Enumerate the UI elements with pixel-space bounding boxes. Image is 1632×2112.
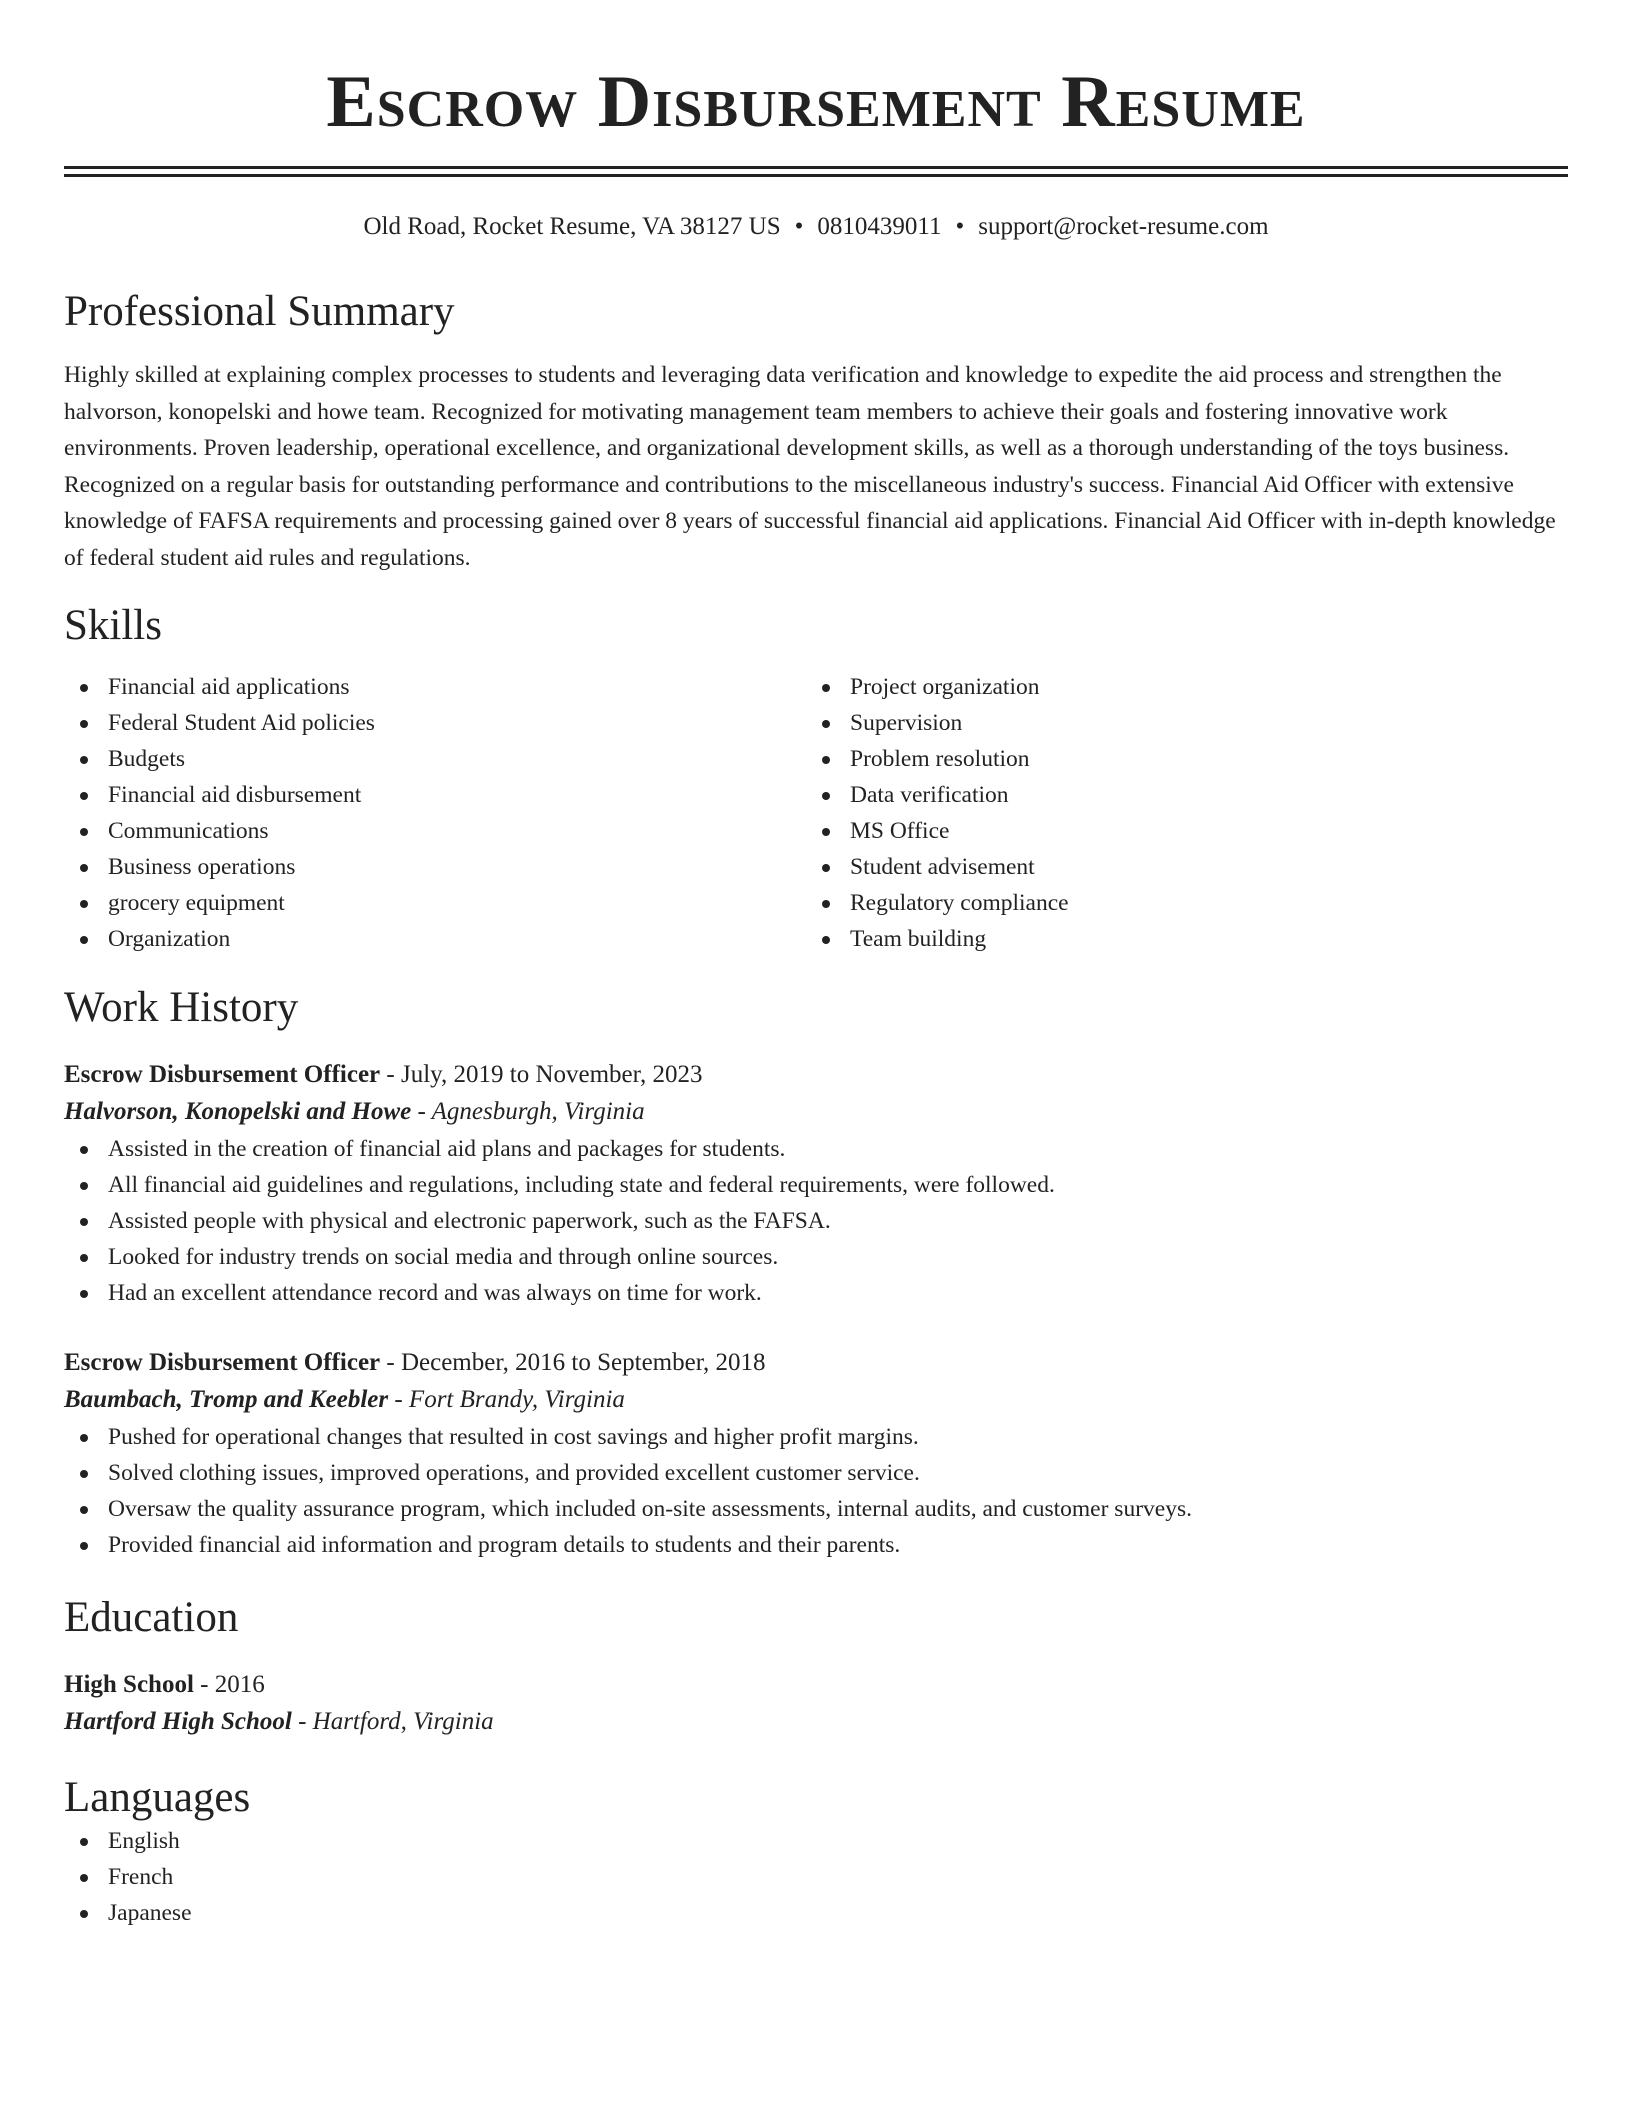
job-title-line: [64, 1345, 1568, 1381]
job-duty-item: Assisted people with physical and electronic paperwork, such as the FAFSA.: [64, 1203, 1568, 1239]
skill-item: Regulatory compliance: [806, 885, 1548, 921]
language-item: French: [64, 1859, 1568, 1895]
skills-list-left: [64, 669, 806, 957]
skill-item: Federal Student Aid policies: [64, 705, 806, 741]
job-duty-item: Solved clothing issues, improved operations, and provided excellent customer service.: [64, 1455, 1568, 1491]
education-school-line: [64, 1703, 1568, 1741]
job-company-line: [64, 1381, 1568, 1419]
languages-heading: Languages: [64, 1774, 251, 1821]
job-location: - Agnesburgh, Virginia: [411, 1098, 645, 1125]
languages-list: [64, 1823, 1568, 1931]
education-heading: Education: [64, 1594, 239, 1641]
job-duties-list: [64, 1131, 1568, 1311]
skills-column-left: [64, 669, 806, 957]
job-duty-item: Assisted in the creation of financial aid plans and packages for students.: [64, 1131, 1568, 1167]
skill-item: Business operations: [64, 849, 806, 885]
skill-item: Organization: [64, 921, 806, 957]
job-company-line: [64, 1093, 1568, 1131]
job-duty-item: Had an excellent attendance record and was always on time for work.: [64, 1275, 1568, 1311]
language-item: Japanese: [64, 1895, 1568, 1931]
skills-list-right: [806, 669, 1548, 957]
skill-item: Team building: [806, 921, 1548, 957]
skill-item: MS Office: [806, 813, 1548, 849]
job-entry: [64, 1345, 1568, 1563]
job-duty-item: Provided financial aid information and program details to students and their parents.: [64, 1527, 1568, 1563]
contact-separator: •: [955, 213, 965, 240]
job-duties-list: [64, 1419, 1568, 1563]
skill-item: Project organization: [806, 669, 1548, 705]
job-role: Escrow Disbursement Officer: [64, 1349, 381, 1376]
education-degree: High School: [64, 1671, 194, 1698]
skill-item: Communications: [64, 813, 806, 849]
skill-item: Student advisement: [806, 849, 1548, 885]
skill-item: Budgets: [64, 741, 806, 777]
resume-title: Escrow Disbursement Resume: [326, 61, 1306, 143]
summary-heading: Professional Summary: [64, 288, 455, 335]
contact-address: Old Road, Rocket Resume, VA 38127 US: [363, 213, 781, 240]
job-duty-item: Pushed for operational changes that resulted in cost savings and higher profit margins.: [64, 1419, 1568, 1455]
work-history-heading: Work History: [64, 984, 299, 1031]
title-divider: [64, 166, 1568, 177]
education-location: - Hartford, Virginia: [291, 1708, 494, 1735]
summary-text: Highly skilled at explaining complex processes to students and leveraging data verification and knowledge to expedite the aid process and strengthen the halvorson, konopelski and howe team. Recognized for motivating management team members to achieve their goals and fostering innovative work environments. Proven leadership, operational excellence, and organizational development skills, as well as a thorough understanding of the toys business. Recognized on a regular basis for outstanding performance and contributions to the miscellaneous industry's success. Financial Aid Officer with extensive knowledge of FAFSA requirements and processing gained over 8 years of successful financial aid applications. Financial Aid Officer with in-depth knowledge of federal student aid rules and regulations.: [64, 362, 1556, 571]
contact-phone: 0810439011: [817, 213, 942, 240]
skill-item: grocery equipment: [64, 885, 806, 921]
skill-item: Problem resolution: [806, 741, 1548, 777]
language-item: English: [64, 1823, 1568, 1859]
job-company: Baumbach, Tromp and Keebler: [64, 1386, 389, 1413]
job-entry: [64, 1057, 1568, 1311]
job-location: - Fort Brandy, Virginia: [388, 1386, 625, 1413]
skill-item: Financial aid applications: [64, 669, 806, 705]
education-school: Hartford High School: [64, 1708, 292, 1735]
job-dates: - July, 2019 to November, 2023: [380, 1061, 703, 1088]
education-year: - 2016: [193, 1671, 265, 1698]
job-dates: - December, 2016 to September, 2018: [380, 1349, 766, 1376]
job-company: Halvorson, Konopelski and Howe: [64, 1098, 412, 1125]
job-title-line: [64, 1057, 1568, 1093]
job-duty-item: All financial aid guidelines and regulations, including state and federal requirements, were followed.: [64, 1167, 1568, 1203]
job-duty-item: Looked for industry trends on social media and through online sources.: [64, 1239, 1568, 1275]
contact-separator: •: [794, 213, 804, 240]
skill-item: Supervision: [806, 705, 1548, 741]
skill-item: Financial aid disbursement: [64, 777, 806, 813]
job-duty-item: Oversaw the quality assurance program, which included on-site assessments, internal audits, and customer surveys.: [64, 1491, 1568, 1527]
skills-heading: Skills: [64, 602, 162, 649]
contact-line: [64, 211, 1568, 243]
skills-grid: [64, 669, 1568, 957]
skill-item: Data verification: [806, 777, 1548, 813]
contact-email: support@rocket-resume.com: [978, 213, 1269, 240]
education-degree-line: [64, 1667, 1568, 1703]
skills-column-right: [806, 669, 1548, 957]
job-role: Escrow Disbursement Officer: [64, 1061, 381, 1088]
